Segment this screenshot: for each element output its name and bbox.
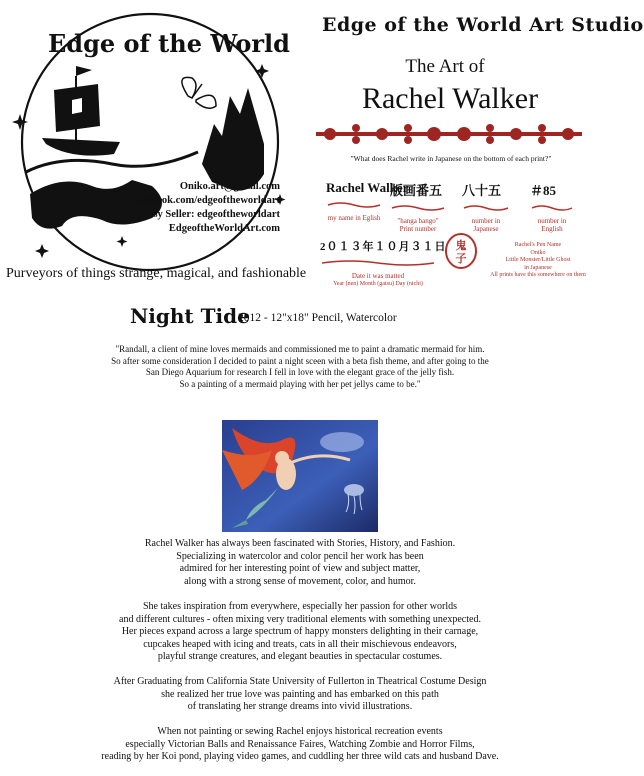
contact-etsy[interactable]: Etsy Seller: edgeoftheworldart <box>142 209 280 220</box>
quote-line: So a painting of a mermaid playing with her pet jellys came to be." <box>179 378 421 389</box>
pen-name-line: Oniko <box>530 249 546 256</box>
pen-name-line: Rachel's Pen Name <box>514 242 562 248</box>
artwork-details: 2012 - 12"x18" Pencil, Watercolor <box>238 312 397 324</box>
contact-email[interactable]: Oniko.art@gmail.com <box>179 181 280 192</box>
pen-name-line: All prints have this somewhere on them <box>490 272 586 278</box>
bio-line: of translating her strange dreams into vivid illustrations. <box>187 701 413 712</box>
butterfly-icon <box>182 77 216 108</box>
key-print-number <box>390 180 446 233</box>
logo-mountain <box>202 88 264 191</box>
curl-divider <box>326 201 382 209</box>
curl-divider <box>320 259 436 267</box>
contact-info <box>130 180 280 236</box>
japanese-question: "What does Rachel write in Japanese on the bottom of each print?" <box>350 154 552 163</box>
curl-divider <box>462 204 510 212</box>
night-tide-painting <box>222 420 378 532</box>
hanko-stamp <box>444 232 478 270</box>
key-print-caption: "hanga bango" Print number <box>397 217 439 233</box>
bio-paragraph-3 <box>30 676 570 714</box>
key-date-caption: Date it was matted <box>351 272 405 280</box>
key-en-number-caption: number in English <box>537 217 567 233</box>
art-of-heading: The Art of <box>405 56 485 77</box>
key-en-number-value: ＃85 <box>530 183 557 198</box>
artwork-title: Night Tide <box>130 304 250 328</box>
contact-website[interactable]: EdgeoftheWorldArt.com <box>168 223 280 234</box>
logo-swirl <box>26 152 198 172</box>
curl-divider <box>390 204 446 212</box>
artist-name: Rachel Walker <box>361 82 539 115</box>
bio-paragraph-4 <box>30 726 570 764</box>
bio-line: and different cultures - often mixing very traditional elements with something unexpected. <box>119 613 481 625</box>
pen-name-line: in Japanese <box>524 264 552 271</box>
bio-paragraph-1 <box>30 538 570 588</box>
key-print-value: 版画番五 <box>390 183 443 198</box>
bio-line: Her pieces expand across a large spectrum of happy monsters delighting in their carnage, <box>121 626 479 637</box>
key-jp-number-value: 八十五 <box>462 183 502 198</box>
key-date-caption-detail: Year (nen) Month (gatsu) Day (nichi) <box>333 281 423 287</box>
key-jp-number-caption: number in Japanese <box>471 217 501 233</box>
curl-divider <box>530 204 574 212</box>
ship-icon <box>42 66 120 156</box>
bio-line: Rachel Walker has always been fascinated with Stories, History, and Fashion. <box>144 538 456 549</box>
studio-logo <box>2 4 302 286</box>
key-date-value: 2０１３年１０月３１日 <box>320 241 447 253</box>
pen-name-explanation <box>488 242 588 280</box>
tagline: Purveyors of things strange, magical, and fashionable <box>6 266 307 281</box>
key-english-number <box>530 180 574 233</box>
bio-line: When not painting or sewing Rachel enjoys historical recreation events <box>157 726 443 737</box>
bio-line: cupcakes heaped with icing and treats, cats in all their mischievous endeavors, <box>143 638 457 650</box>
artwork-quote <box>20 344 580 390</box>
bio-line: reading by her Koi pond, playing video games, and cuddling her three wild cats and husband Dave. <box>101 751 499 762</box>
bio-paragraph-2 <box>30 601 570 664</box>
bio-line: She takes inspiration from everywhere, especially her passion for other worlds <box>142 601 458 612</box>
bio-line: she realized her true love was painting and has embarked on this path <box>161 688 439 700</box>
bio-line: along with a strong sense of movement, color, and humor. <box>184 575 416 587</box>
contact-facebook[interactable]: Facebook.com/edgeoftheworldart <box>129 195 280 206</box>
quote-line: "Randall, a client of mine loves mermaids and commissioned me to paint a dramatic mermaid for him. <box>115 344 485 354</box>
bio-line: especially Victorian Balls and Renaissance Faires, Watching Zombie and Horror Films, <box>125 738 475 750</box>
pen-name-line: Little Monster/Little Ghost <box>505 257 571 263</box>
key-japanese-number <box>462 180 510 233</box>
quote-line: San Diego Aquarium for research I fell in love with the elegant grace of the jelly fish. <box>145 367 455 377</box>
bio-line: Specializing in watercolor and color pencil her work has been <box>176 550 424 562</box>
key-name-value: Rachel Walker <box>326 180 409 195</box>
key-date <box>320 238 447 288</box>
stamp-char-2: 子 <box>455 253 467 265</box>
stamp-char-1: 鬼 <box>455 240 467 252</box>
ornament-divider <box>316 122 582 146</box>
studio-title: Edge of the World Art Studio <box>322 14 644 36</box>
bio-line: After Graduating from California State University of Fullerton in Theatrical Costume Design <box>113 676 487 687</box>
bio-line: admired for her interesting point of view and subject matter, <box>179 563 421 574</box>
logo-title: Edge of the World <box>48 29 290 58</box>
key-name-caption: my name in Eglish <box>327 214 381 222</box>
bio-line: playful strange creatures, and elegant beauties in spectacular costumes. <box>157 651 443 662</box>
quote-line: So after some consideration I decided to paint a night sceen with a beta fish theme, and after going to the <box>111 355 489 366</box>
